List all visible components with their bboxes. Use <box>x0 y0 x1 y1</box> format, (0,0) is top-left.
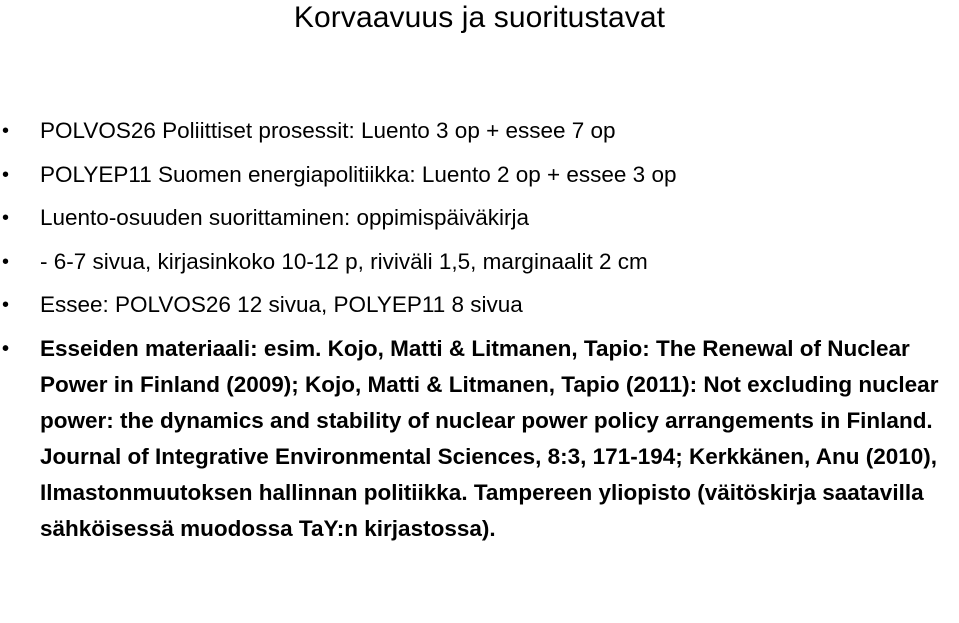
list-item <box>0 244 959 280</box>
bullet-icon: • <box>2 163 10 186</box>
list-item-text: Esseiden materiaali: esim. Kojo, Matti & Litmanen, Tapio: The Renewal of Nuclear Power in Finland (2009); Kojo, Matti & Litmanen, Tapio (2011): Not excluding nuclear power: the dynamics and stability of nuclear power policy arrangements in Finland. Journal of Integrative Environmental Sciences, 8:3, 171-194; Kerkkänen, Anu (2010), Ilmastonmuutoksen hallinnan politiikka. Tampereen yliopisto (väitöskirja saatavilla sähköisessä muodossa TaY:n kirjastossa). <box>40 335 939 541</box>
bullet-icon: • <box>2 250 10 273</box>
list-item-text: POLYEP11 Suomen energiapolitiikka: Luento 2 op + essee 3 op <box>40 161 677 187</box>
list-item <box>0 287 959 323</box>
bullet-icon: • <box>2 294 10 316</box>
bullet-icon: • <box>2 337 10 360</box>
list-item-text: POLVOS26 Poliittiset prosessit: Luento 3 op + essee 7 op <box>40 118 616 143</box>
list-item-text: Luento-osuuden suorittaminen: oppimispäiväkirja <box>40 205 530 230</box>
list-item <box>0 157 959 193</box>
slide-title: Korvaavuus ja suoritustavat <box>293 1 666 34</box>
list-item <box>0 113 959 149</box>
list-item-text: - 6-7 sivua, kirjasinkoko 10-12 p, riviväli 1,5, marginaalit 2 cm <box>40 248 648 274</box>
bullet-icon: • <box>2 207 10 229</box>
list-item-text: Essee: POLVOS26 12 sivua, POLYEP11 8 sivua <box>40 292 523 317</box>
list-item-materials <box>0 331 958 547</box>
bullet-list <box>0 113 959 554</box>
bullet-icon: • <box>2 120 10 142</box>
list-item <box>0 200 959 236</box>
